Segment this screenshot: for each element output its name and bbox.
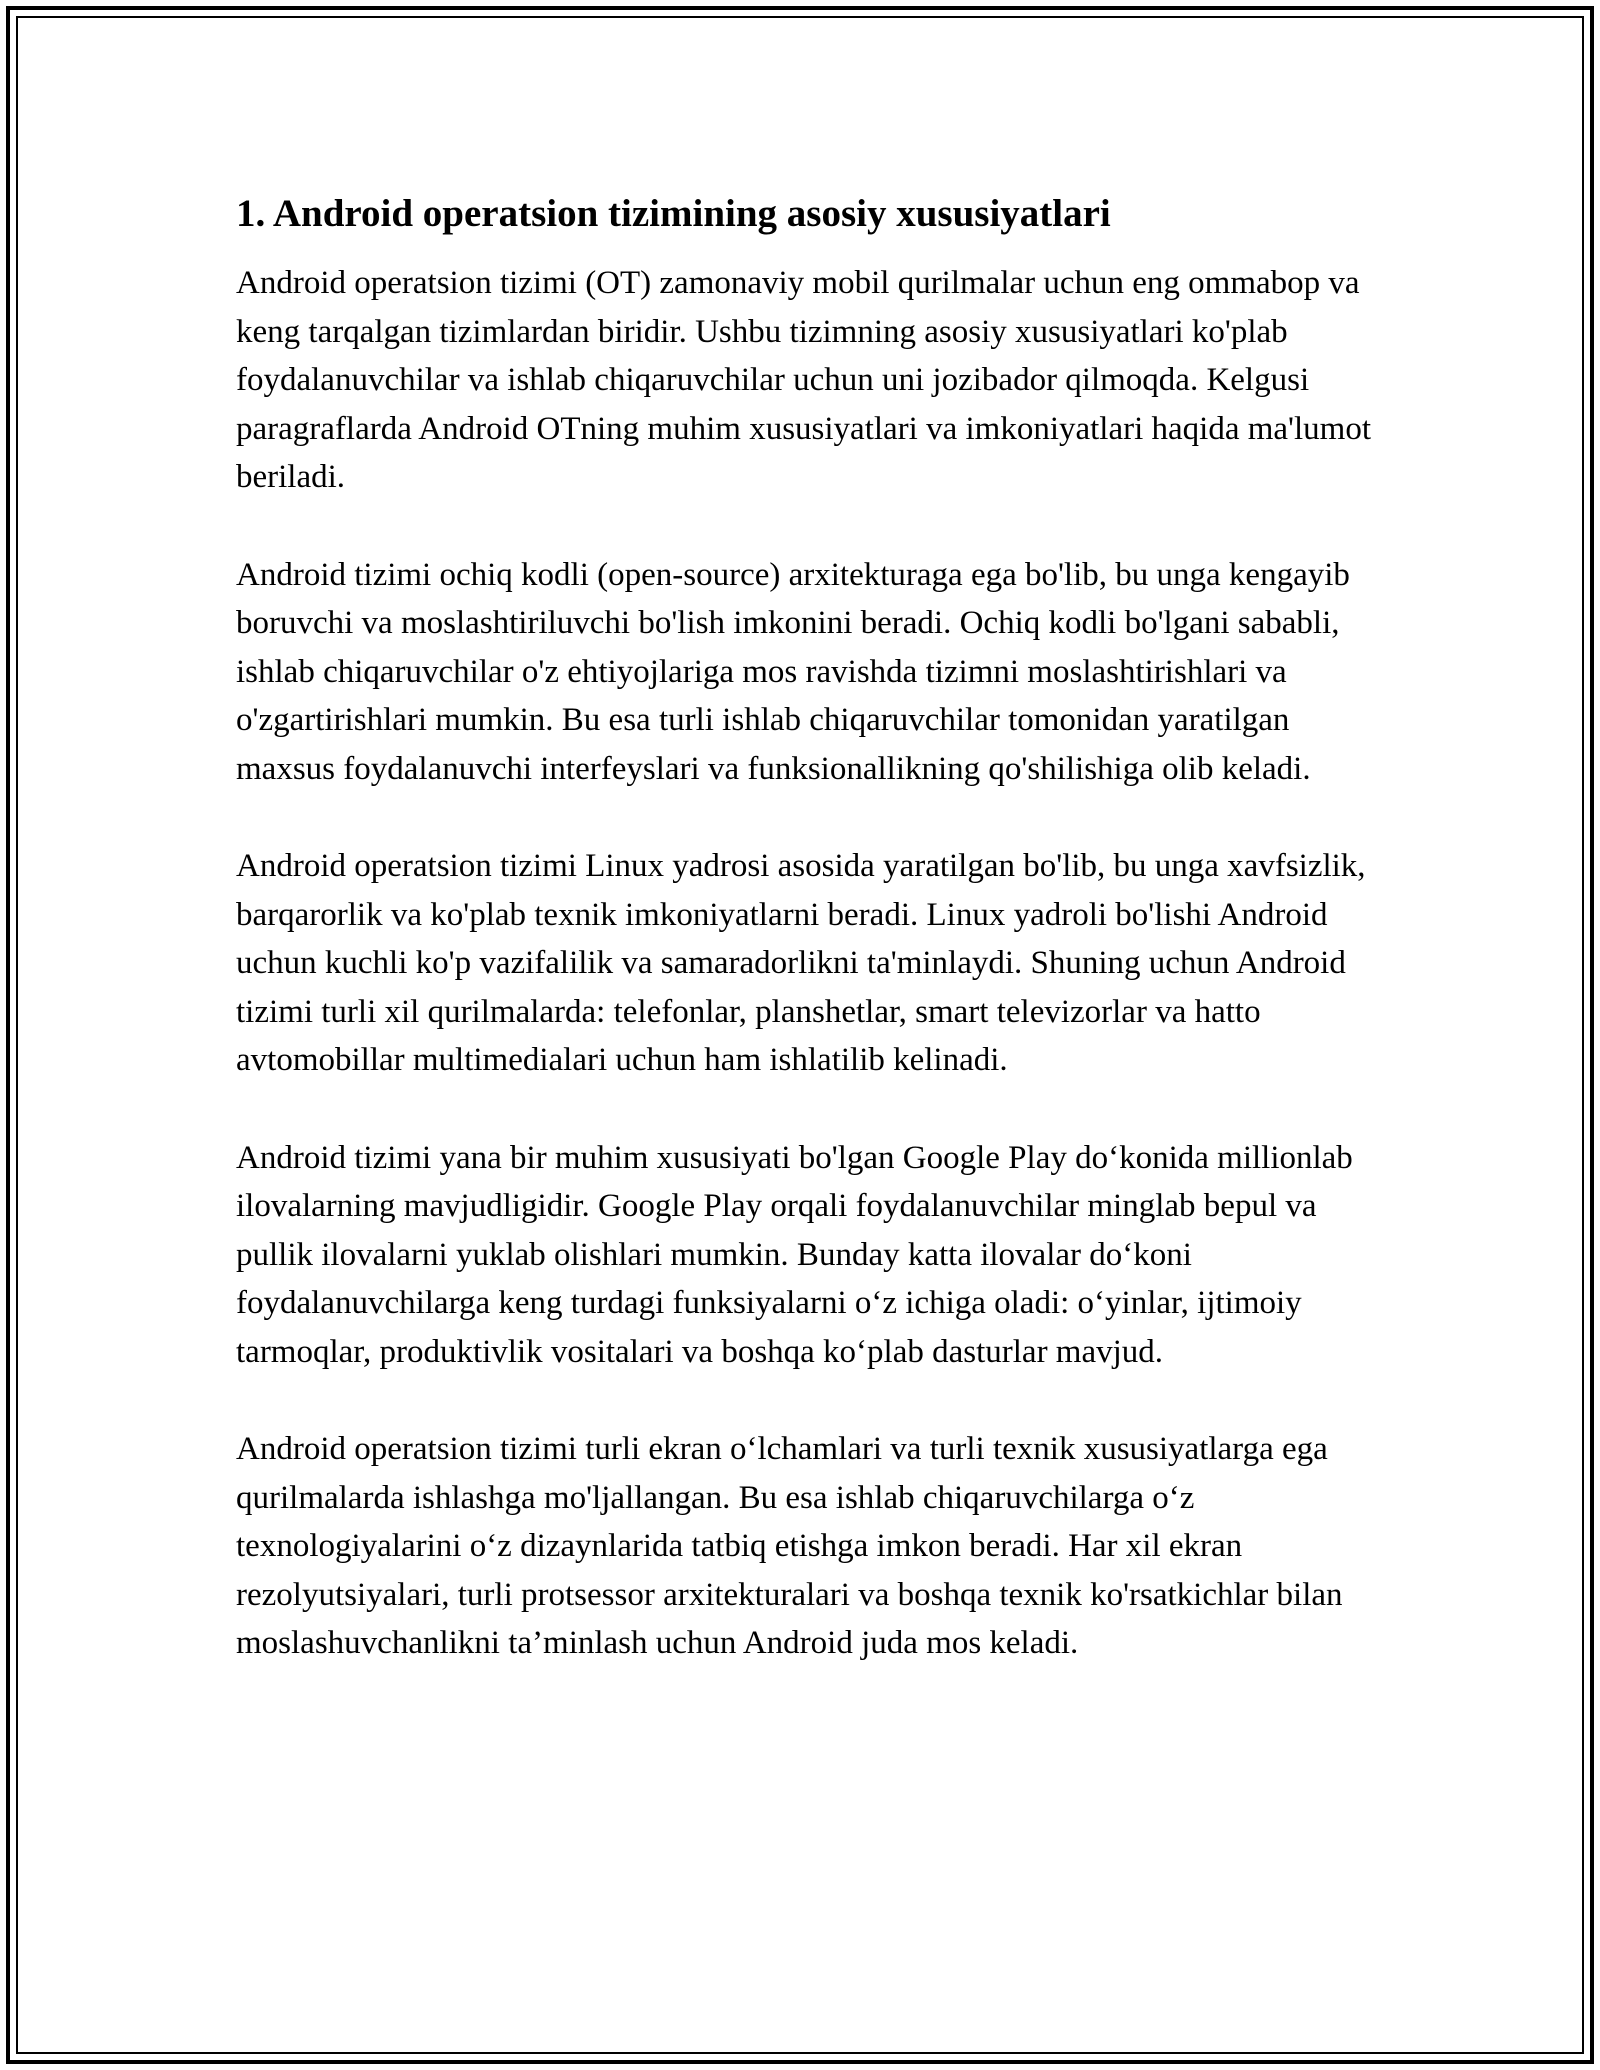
- paragraph-4: Android tizimi yana bir muhim xususiyati bo'lgan Google Play do‘konida millionlab ilovalarning mavjudligidir. Google Play orqali foydalanuvchilar minglab bepul va pullik ilovalarni yuklab olishlari mumkin. Bunday katta ilovalar do‘koni foydalanuvchilarga keng turdagi funksiyalarni o‘z ichiga oladi: o‘yinlar, ijtimoiy tarmoqlar, produktivlik vositalari va boshqa ko‘plab dasturlar mavjud.: [236, 1139, 1353, 1370]
- section-heading: 1. Android operatsion tizimining asosiy xususiyatlari: [236, 192, 1111, 235]
- paragraph-1: Android operatsion tizimi (OT) zamonaviy mobil qurilmalar uchun eng ommabop va keng tarqalgan tizimlardan biridir. Ushbu tizimning asosiy xususiyatlari ko'plab foydalanuvchilar va ishlab chiqaruvchilar uchun uni jozibador qilmoqda. Kelgusi paragraflarda Android OTning muhim xususiyatlari va imkoniyatlari haqida ma'lumot beriladi.: [236, 265, 1372, 495]
- document-body: [236, 185, 1376, 1668]
- paragraph-2: Android tizimi ochiq kodli (open-source) arxitekturaga ega bo'lib, bu unga kengayib boruvchi va moslashtiriluvchi bo'lish imkonini beradi. Ochiq kodli bo'lgani sababli, ishlab chiqaruvchilar o'z ehtiyojlariga mos ravishda tizimni moslashtirishlari va o'zgartirishlari mumkin. Bu esa turli ishlab chiqaruvchilar tomonidan yaratilgan maxsus foydalanuvchi interfeyslari va funksionallikning qo'shilishiga olib keladi.: [236, 556, 1350, 787]
- paragraph-5: Android operatsion tizimi turli ekran o‘lchamlari va turli texnik xususiyatlarga ega qurilmalarda ishlashga mo'ljallangan. Bu esa ishlab chiqaruvchilarga o‘z texnologiyalarini o‘z dizaynlarida tatbiq etishga imkon beradi. Har xil ekran rezolyutsiyalari, turli protsessor arxitekturalari va boshqa texnik ko'rsatkichlar bilan moslashuvchanlikni ta’minlash uchun Android juda mos keladi.: [236, 1431, 1343, 1661]
- paragraph-3: Android operatsion tizimi Linux yadrosi asosida yaratilgan bo'lib, bu unga xavfsizlik, barqarorlik va ko'plab texnik imkoniyatlarni beradi. Linux yadroli bo'lishi Android uchun kuchli ko'p vazifalilik va samaradorlikni ta'minlaydi. Shuning uchun Android tizimi turli xil qurilmalarda: telefonlar, planshetlar, smart televizorlar va hatto avtomobillar multimedialari uchun ham ishlatilib kelinadi.: [236, 848, 1366, 1078]
